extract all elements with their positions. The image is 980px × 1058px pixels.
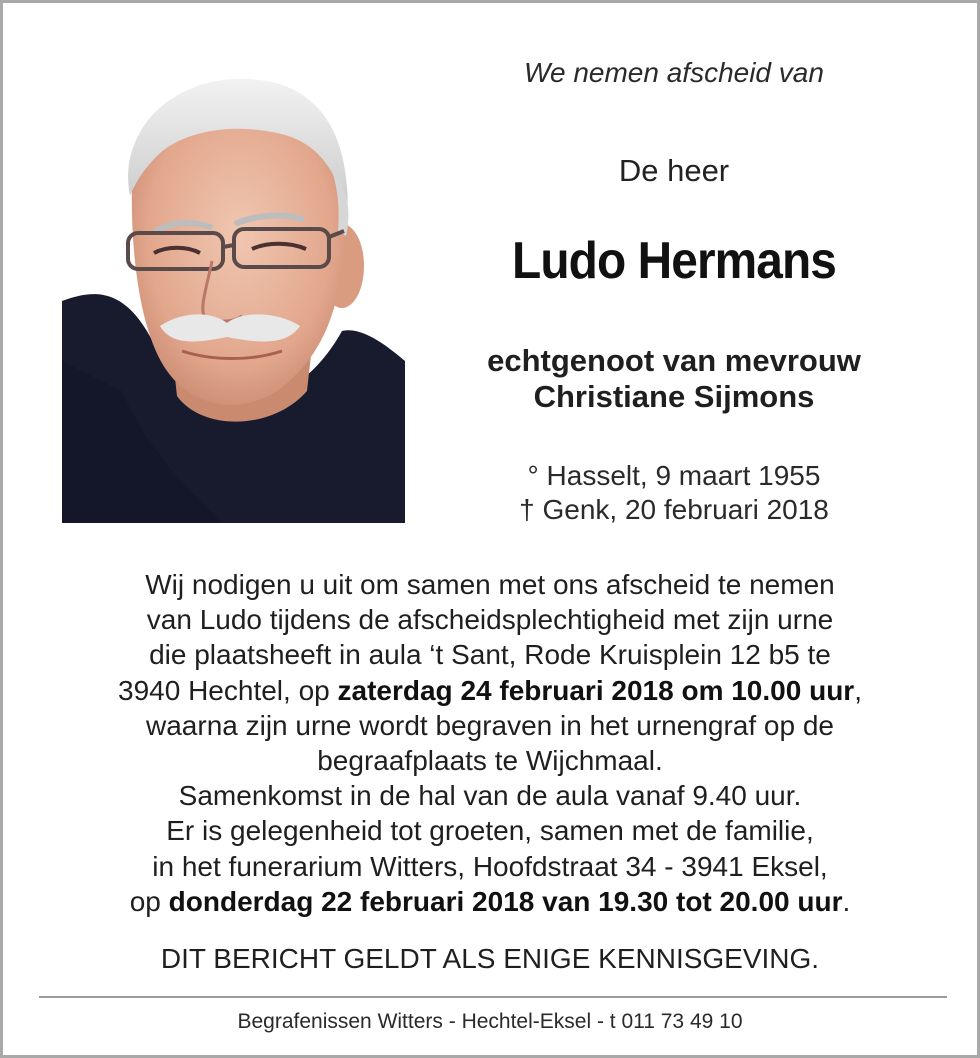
birth-date: ° Hasselt, 9 maart 1955 [527,460,821,491]
spouse-line-1: echtgenoot van mevrouw [487,343,861,378]
body-text-segment: , [854,674,862,706]
life-dates [413,459,935,527]
body-text-segment: . [842,885,851,917]
notice-text: DIT BERICHT GELDT ALS ENIGE KENNISGEVING. [160,943,820,974]
body-line: Wij nodigen u uit om samen met ons afscheid te nemen [145,569,835,600]
deceased-name: Ludo Hermans [512,232,836,290]
footer-divider [39,996,947,998]
honorific-title: De heer [618,153,730,188]
ceremony-datetime: zaterdag 24 februari 2018 om 10.00 uur [337,674,855,706]
intro-text: We nemen afscheid van [524,57,824,88]
portrait-photo [62,61,405,523]
death-date: † Genk, 20 februari 2018 [519,494,829,525]
invitation-text [43,567,937,919]
body-line [43,673,937,708]
spouse-line-2: Christiane Sijmons [533,379,815,414]
body-line: die plaatsheeft in aula ‘t Sant, Rode Kruisplein 12 b5 te [149,639,831,671]
body-line: in het funerarium Witters, Hoofdstraat 34 - 3941 Eksel, [152,850,828,882]
body-text-segment: op [129,885,169,917]
body-line: van Ludo tijdens de afscheidsplechtigheid met zijn urne [146,604,834,636]
body-line: Samenkomst in de hal van de aula vanaf 9.40 uur. [178,780,802,812]
visitation-datetime: donderdag 22 februari 2018 van 19.30 tot 20.00 uur [168,885,843,917]
body-line: waarna zijn urne wordt begraven in het urnengraf op de [146,709,834,741]
body-text-segment: 3940 Hechtel, op [118,674,338,706]
body-line: begraafplaats te Wijchmaal. [317,745,663,777]
spouse-info [413,343,935,415]
portrait-illustration [62,61,405,523]
funeral-home-footer: Begrafenissen Witters - Hechtel-Eksel - t 011 73 49 10 [237,1010,743,1033]
body-line [43,884,937,919]
body-line: Er is gelegenheid tot groeten, samen met de familie, [166,815,814,847]
